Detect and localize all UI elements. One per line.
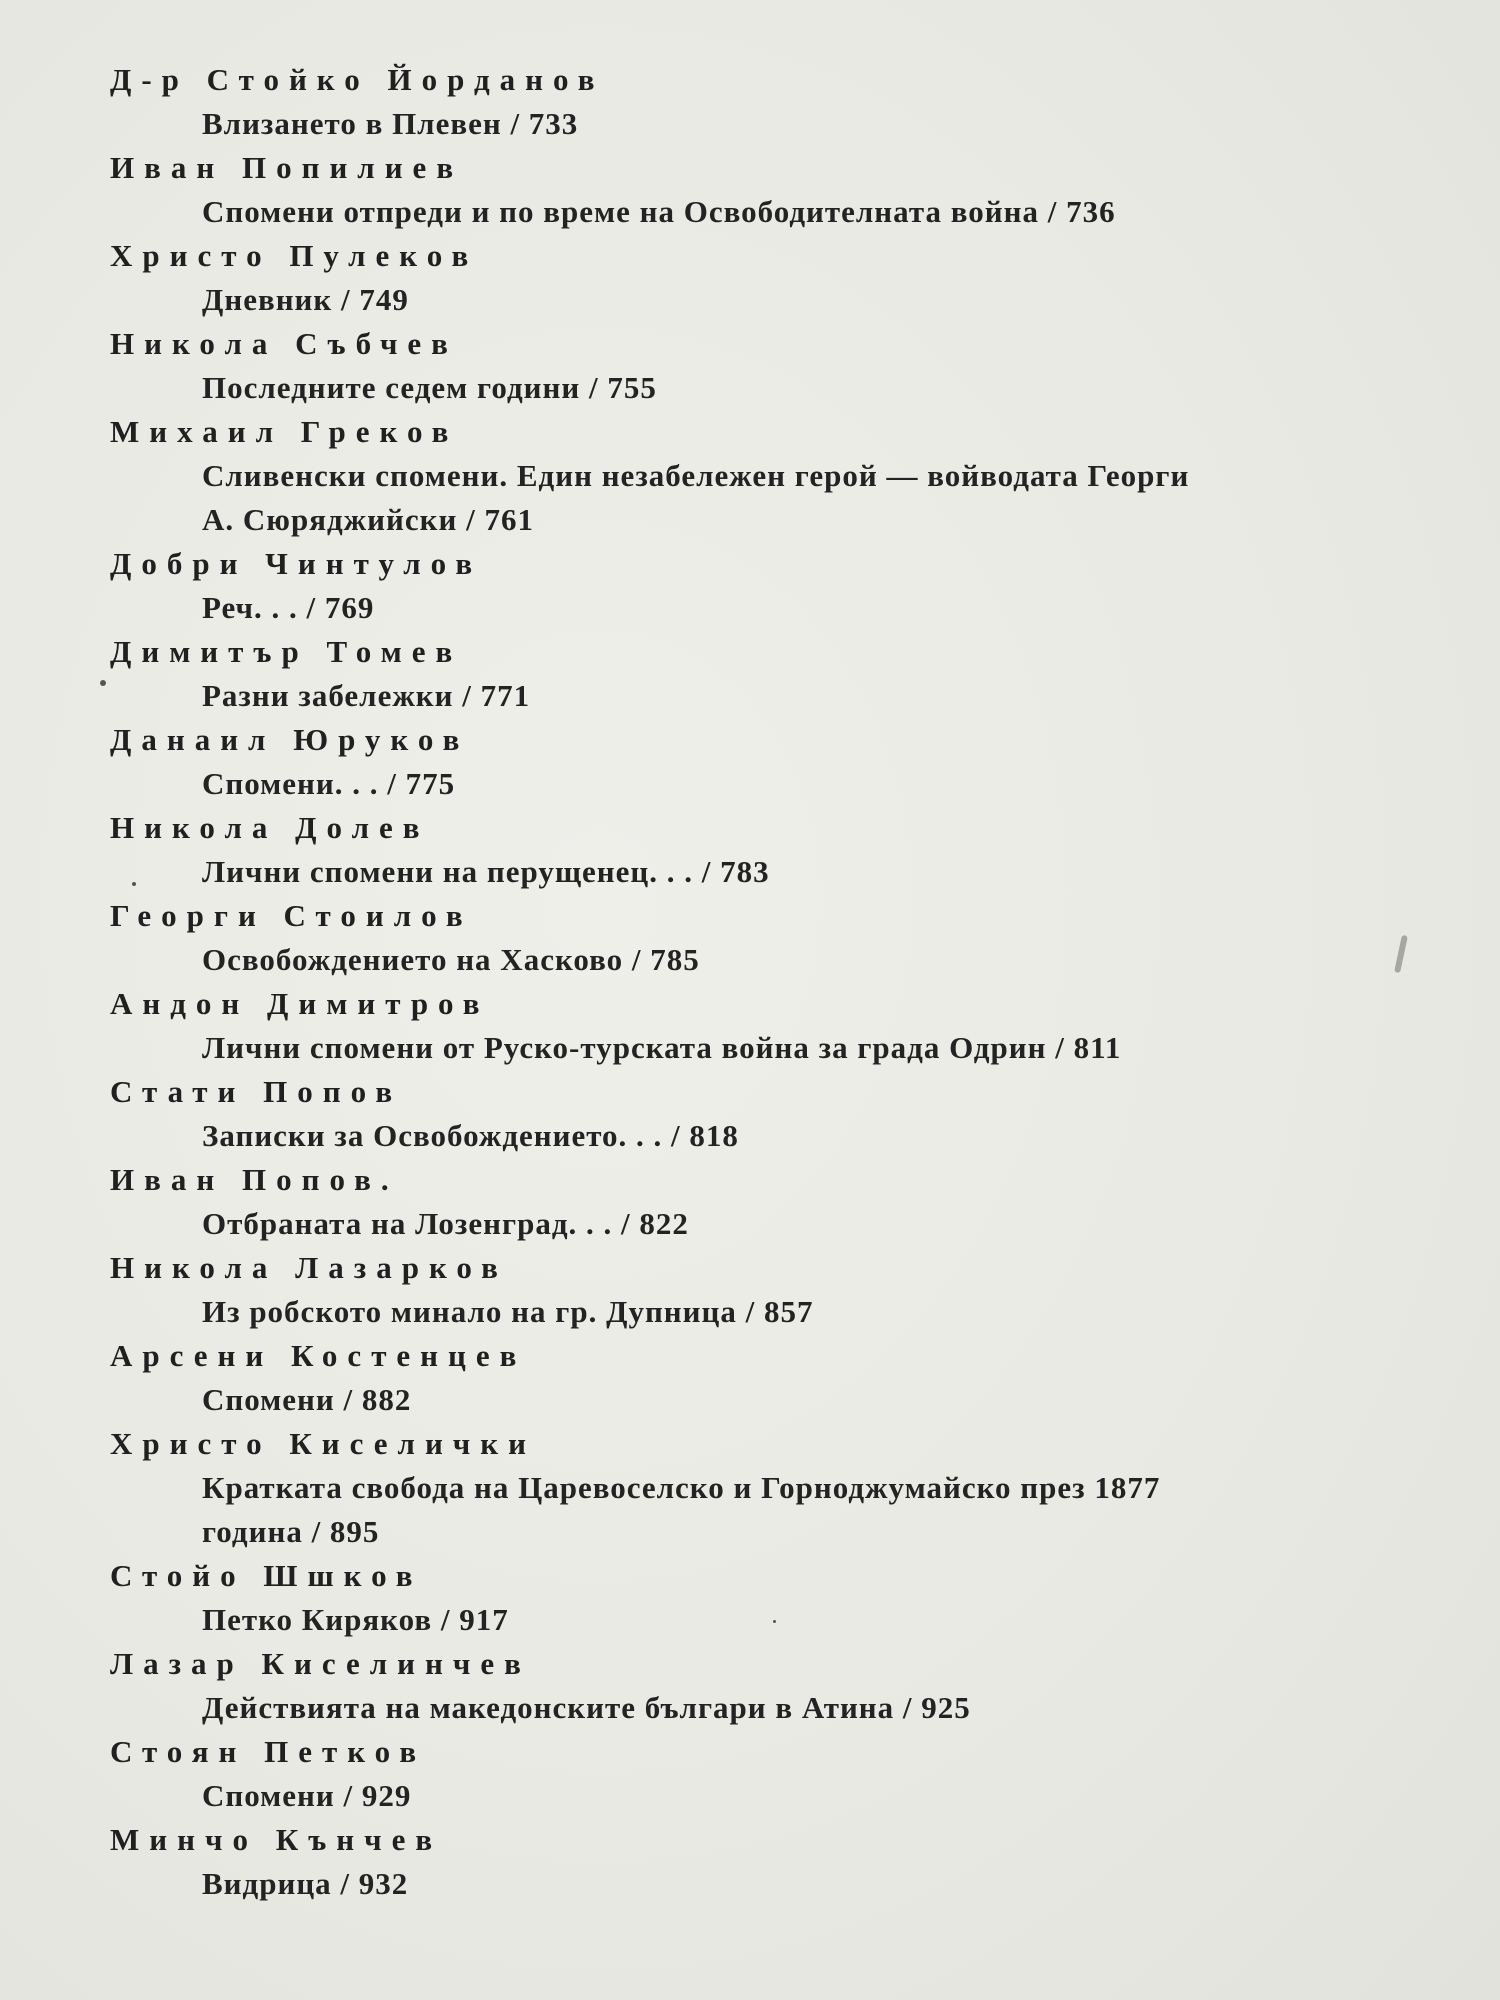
author-name: Данаил Юруков [110,722,470,757]
work-title [110,1026,1350,1070]
title-line: Спомени / 929 [202,1778,412,1813]
toc-entry [110,1246,1350,1334]
title-line: Влизането в Плевен / 733 [202,106,579,141]
paper-mark [1394,935,1408,973]
title-line: Дневник / 749 [202,282,409,317]
work-title [110,586,1350,630]
toc-entry [110,234,1350,322]
title-line: Действията на македонските българи в Атина / 925 [202,1690,971,1725]
author-name: Никола Долев [110,810,430,845]
title-line: Спомени. . . / 775 [202,766,456,801]
title-line: Сливенски спомени. Един незабележен герой — войводата Георги [202,458,1190,493]
toc-entry [110,806,1350,894]
title-line: Освобождението на Хасково / 785 [202,942,700,977]
title-line: Петко Киряков / 917 [202,1602,509,1637]
ink-speck [132,882,136,886]
title-line: година / 895 [202,1514,380,1549]
toc-entry [110,1730,1350,1818]
work-title [110,1598,1350,1642]
author-name: Арсени Костенцев [110,1338,527,1373]
author-name: Стойо Шшков [110,1558,423,1593]
author-name: Д-р Стойко Йорданов [110,62,605,97]
author-name: Стоян Петков [110,1734,427,1769]
title-line: Спомени / 882 [202,1382,412,1417]
work-title [110,190,1350,234]
work-title [110,1862,1350,1906]
author-name: Христо Киселички [110,1426,537,1461]
toc-entry [110,718,1350,806]
toc-entry [110,146,1350,234]
author-name: Стати Попов [110,1074,403,1109]
author-name: Димитър Томев [110,634,463,669]
toc-entry [110,982,1350,1070]
work-title [110,1686,1350,1730]
work-title [110,1202,1350,1246]
author-name: Андон Димитров [110,986,490,1021]
work-title [110,850,1350,894]
work-title [110,366,1350,410]
toc-entry [110,1554,1350,1642]
work-title [110,102,1350,146]
work-title [110,762,1350,806]
toc-entry [110,542,1350,630]
title-line: Лични спомени от Руско-турската война за града Одрин / 811 [202,1030,1122,1065]
work-title [110,938,1350,982]
author-name: Минчо Кънчев [110,1822,443,1857]
toc-entry [110,1070,1350,1158]
title-line: Кратката свобода на Царевоселско и Горноджумайско през 1877 [202,1470,1161,1505]
title-line: Реч. . . / 769 [202,590,375,625]
author-name: Лазар Киселинчев [110,1646,531,1681]
toc-entry [110,58,1350,146]
author-name: Христо Пулеков [110,238,479,273]
toc-entry [110,1422,1350,1554]
work-title [110,1378,1350,1422]
title-line: Из робското минало на гр. Дупница / 857 [202,1294,814,1329]
toc-entry [110,410,1350,542]
author-name: Георги Стоилов [110,898,473,933]
toc-entry [110,1158,1350,1246]
work-title [110,1114,1350,1158]
title-line: Записки за Освобождението. . . / 818 [202,1118,739,1153]
author-name: Иван Попилиев [110,150,464,185]
work-title [110,454,1350,542]
author-name: Иван Попов. [110,1162,399,1197]
title-line: Разни забележки / 771 [202,678,531,713]
work-title [110,278,1350,322]
author-name: Никола Събчев [110,326,458,361]
author-name: Никола Лазарков [110,1250,508,1285]
title-line: Спомени отпреди и по време на Освободителната война / 736 [202,194,1116,229]
title-line: Лични спомени на перущенец. . . / 783 [202,854,770,889]
toc-entry [110,1818,1350,1906]
work-title [110,674,1350,718]
title-line: Видрица / 932 [202,1866,409,1901]
toc-entry [110,322,1350,410]
author-name: Добри Чинтулов [110,546,483,581]
work-title [110,1774,1350,1818]
toc-entry [110,1334,1350,1422]
title-line: Отбраната на Лозенград. . . / 822 [202,1206,689,1241]
title-line: Последните седем години / 755 [202,370,657,405]
table-of-contents [110,58,1350,1906]
ink-speck [100,680,106,686]
toc-entry [110,630,1350,718]
work-title [110,1466,1350,1554]
ink-speck [773,1620,776,1623]
title-line: А. Сюряджийски / 761 [202,502,534,537]
work-title [110,1290,1350,1334]
author-name: Михаил Греков [110,414,459,449]
toc-entry [110,1642,1350,1730]
toc-entry [110,894,1350,982]
